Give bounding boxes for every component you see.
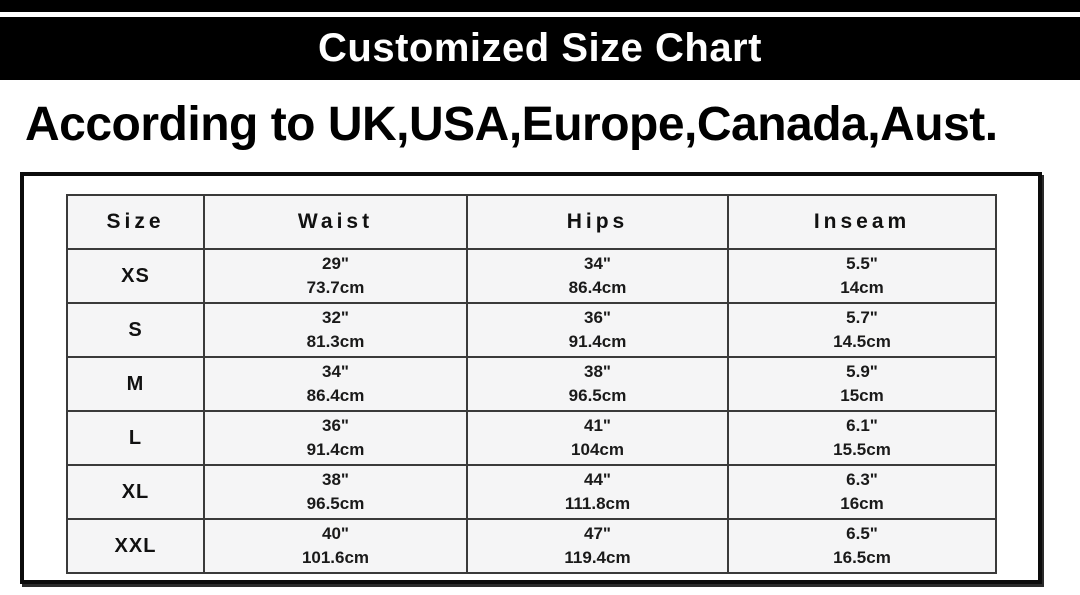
col-header-waist: Waist bbox=[204, 195, 467, 249]
size-cell: L bbox=[67, 411, 204, 465]
waist-inches-value: 29" bbox=[322, 254, 349, 273]
inseam-cell bbox=[728, 303, 996, 357]
hips-inches-value: 44" bbox=[584, 470, 611, 489]
waist-inches-value: 36" bbox=[322, 416, 349, 435]
waist-cell bbox=[204, 357, 467, 411]
waist-cm-value: 81.3cm bbox=[306, 332, 365, 351]
inseam-cm-value: 16cm bbox=[840, 494, 884, 513]
col-header-size: Size bbox=[67, 195, 204, 249]
inseam-inches-value: 5.7" bbox=[846, 308, 878, 327]
size-cell: XS bbox=[67, 249, 204, 303]
waist-cell bbox=[204, 249, 467, 303]
waist-inches-value: 32" bbox=[322, 308, 349, 327]
table-body bbox=[67, 249, 996, 573]
table-row-xs bbox=[67, 249, 996, 303]
table-row-m bbox=[67, 357, 996, 411]
inseam-inches-value: 6.5" bbox=[846, 524, 878, 543]
waist-cm-value: 86.4cm bbox=[306, 386, 365, 405]
inseam-inches-value: 6.3" bbox=[846, 470, 878, 489]
banner-title: Customized Size Chart bbox=[318, 26, 762, 70]
hips-inches-value: 34" bbox=[584, 254, 611, 273]
hips-cm-value: 91.4cm bbox=[568, 332, 627, 351]
hips-cell bbox=[467, 249, 728, 303]
col-header-hips: Hips bbox=[467, 195, 728, 249]
header-row bbox=[67, 195, 996, 249]
size-chart-table bbox=[66, 194, 997, 574]
hips-cell bbox=[467, 411, 728, 465]
waist-cell bbox=[204, 465, 467, 519]
inseam-cell bbox=[728, 411, 996, 465]
waist-cm-value: 91.4cm bbox=[306, 440, 365, 459]
inseam-cm-value: 14.5cm bbox=[833, 332, 891, 351]
waist-cm-value: 73.7cm bbox=[306, 278, 365, 297]
inseam-cell bbox=[728, 519, 996, 573]
hips-cm-value: 86.4cm bbox=[568, 278, 627, 297]
inseam-cm-value: 14cm bbox=[840, 278, 884, 297]
inseam-inches-value: 5.5" bbox=[846, 254, 878, 273]
waist-cell bbox=[204, 519, 467, 573]
waist-cm-value: 101.6cm bbox=[301, 548, 370, 567]
inseam-cm-value: 16.5cm bbox=[833, 548, 891, 567]
inseam-cm-value: 15.5cm bbox=[833, 440, 891, 459]
waist-cell bbox=[204, 411, 467, 465]
table-row-xxl bbox=[67, 519, 996, 573]
banner bbox=[0, 17, 1080, 80]
hips-inches-value: 36" bbox=[584, 308, 611, 327]
hips-cell bbox=[467, 465, 728, 519]
size-cell: XL bbox=[67, 465, 204, 519]
hips-cm-value: 104cm bbox=[571, 440, 624, 459]
top-black-strip bbox=[0, 0, 1080, 12]
hips-cell bbox=[467, 519, 728, 573]
hips-cm-value: 119.4cm bbox=[564, 548, 631, 567]
inseam-inches-value: 5.9" bbox=[846, 362, 878, 381]
table-row-l bbox=[67, 411, 996, 465]
size-cell: M bbox=[67, 357, 204, 411]
waist-inches-value: 34" bbox=[322, 362, 349, 381]
inseam-inches-value: 6.1" bbox=[846, 416, 878, 435]
waist-cm-value: 96.5cm bbox=[306, 494, 365, 513]
region-heading: According to UK,USA,Europe,Canada,Aust. bbox=[25, 98, 998, 151]
inseam-cell bbox=[728, 357, 996, 411]
waist-cell bbox=[204, 303, 467, 357]
hips-inches-value: 47" bbox=[584, 524, 611, 543]
hips-cm-value: 96.5cm bbox=[568, 386, 627, 405]
hips-inches-value: 41" bbox=[584, 416, 611, 435]
inseam-cm-value: 15cm bbox=[840, 386, 884, 405]
size-cell: XXL bbox=[67, 519, 204, 573]
col-header-inseam: Inseam bbox=[728, 195, 996, 249]
inseam-cell bbox=[728, 249, 996, 303]
size-chart-box bbox=[20, 172, 1042, 584]
hips-cell bbox=[467, 303, 728, 357]
inseam-cell bbox=[728, 465, 996, 519]
waist-inches-value: 38" bbox=[322, 470, 349, 489]
waist-inches-value: 40" bbox=[322, 524, 349, 543]
hips-cell bbox=[467, 357, 728, 411]
size-cell: S bbox=[67, 303, 204, 357]
table-row-s bbox=[67, 303, 996, 357]
hips-inches-value: 38" bbox=[584, 362, 611, 381]
table-row-xl bbox=[67, 465, 996, 519]
hips-cm-value: 111.8cm bbox=[564, 494, 631, 513]
